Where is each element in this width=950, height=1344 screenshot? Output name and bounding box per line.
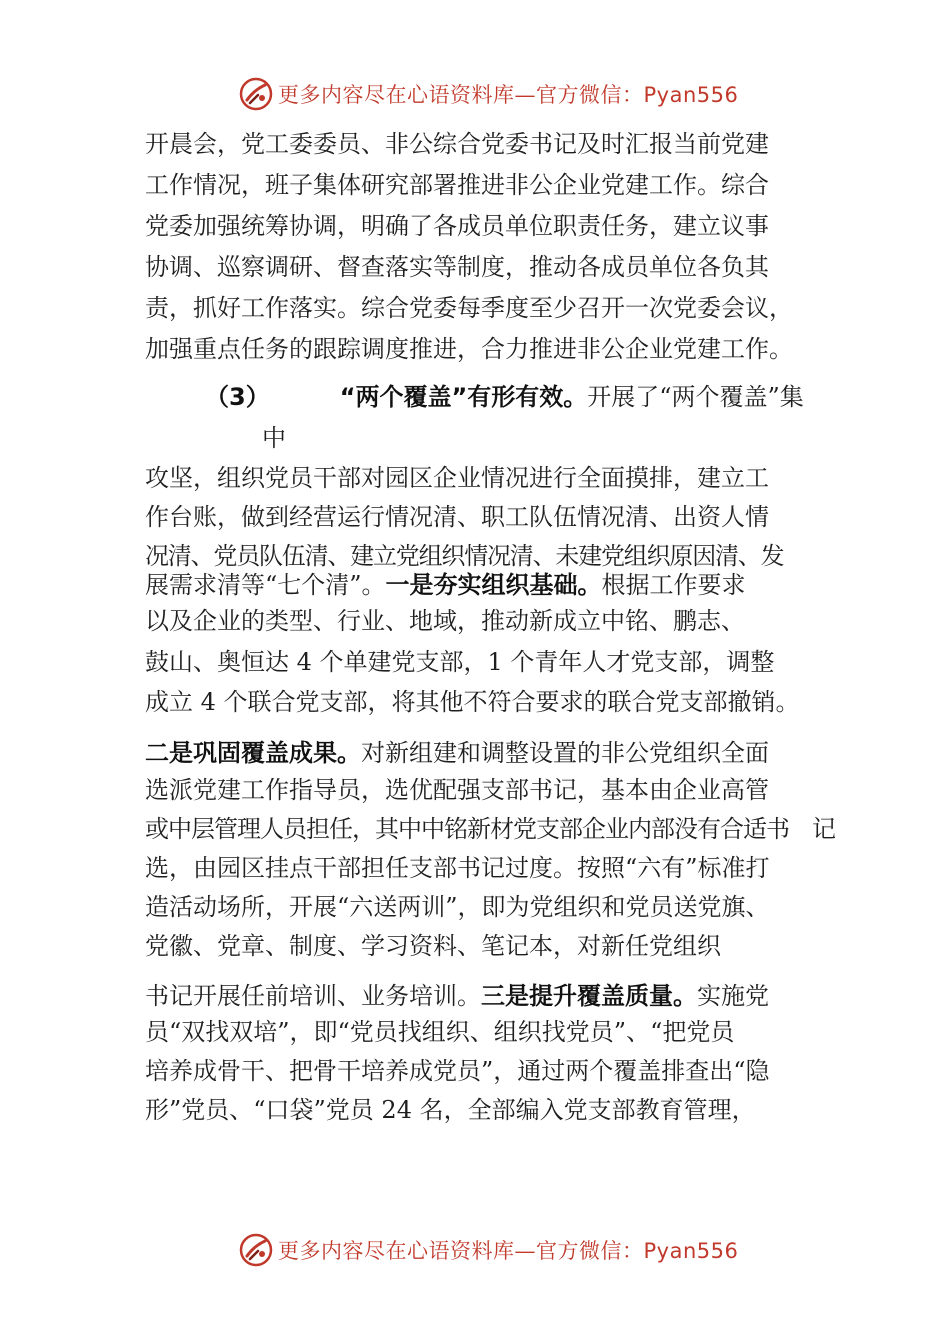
- body-line-19: 党徽、党章、制度、学习资料、笔记本，对新任党组织: [145, 932, 721, 960]
- body-line-22: 培养成骨干、把骨干培养成党员”，通过两个覆盖排查出“隐: [145, 1057, 770, 1085]
- body-line-15: 选派党建工作指导员，选优配强支部书记，基本由企业高管: [145, 776, 769, 804]
- wechat-id: Pyan556: [643, 1239, 739, 1263]
- pen-seal-logo-icon: [238, 1232, 274, 1268]
- section-title-rest: 开展了“两个覆盖”集: [587, 383, 804, 411]
- body-line-9: 况清、党员队伍清、建立党组织情况清、未建党组织原因清、发: [145, 542, 784, 570]
- body-line-16: 或中层管理人员担任，其中中铭新材党支部企业内部没有合适书 记: [145, 815, 835, 843]
- body-line-13: 成立 4 个联合党支部，将其他不符合要求的联合党支部撤销。: [145, 688, 800, 716]
- body-line-5: 责，抓好工作落实。综合党委每季度至少召开一次党委会议，: [145, 294, 793, 322]
- body-line-21: 员“双找双培”，即“党员找组织、组织找党员”、“把党员: [145, 1018, 735, 1046]
- body-line-2: 工作情况，班子集体研究部署推进非公企业党建工作。综合: [145, 171, 769, 199]
- section-heading-3: [205, 381, 804, 413]
- wechat-id: Pyan556: [643, 83, 739, 107]
- watermark-text: 更多内容尽在心语资料库—官方微信：: [278, 1239, 644, 1263]
- body-line-1: 开晨会，党工委委员、非公综合党委书记及时汇报当前党建: [145, 130, 769, 158]
- section-heading-wrap: 中: [262, 424, 286, 452]
- section-number: （3）: [205, 383, 270, 411]
- footer-watermark: [238, 1230, 758, 1270]
- watermark-text: 更多内容尽在心语资料库—官方微信：: [278, 83, 644, 107]
- point-one-heading: 一是夯实组织基础。: [385, 571, 602, 599]
- body-line-23: 形”党员、“口袋”党员 24 名，全部编入党支部教育管理，: [145, 1096, 756, 1124]
- body-line-17: 选，由园区挂点干部担任支部书记过度。按照“六有”标准打: [145, 854, 770, 882]
- body-line-4: 协调、巡察调研、督查落实等制度，推动各成员单位各负其: [145, 253, 769, 281]
- body-line-11: 以及企业的类型、行业、地域，推动新成立中铭、鹏志、: [145, 607, 745, 635]
- body-line-8: 作台账，做到经营运行情况清、职工队伍情况清、出资人情: [145, 503, 769, 531]
- header-watermark: [238, 74, 758, 114]
- body-line-12: 鼓山、奥恒达 4 个单建党支部，1 个青年人才党支部，调整: [145, 648, 775, 676]
- body-line-10: 展需求清等“七个清”。一是夯实组织基础。根据工作要求: [145, 571, 746, 599]
- point-two-heading: 二是巩固覆盖成果。: [145, 739, 361, 767]
- body-line-18: 造活动场所，开展“六送两训”，即为党组织和党员送党旗、: [145, 893, 770, 921]
- pen-seal-logo-icon: [238, 76, 274, 112]
- body-line-20: 书记开展任前培训、业务培训。三是提升覆盖质量。实施党: [145, 982, 769, 1010]
- body-line-7: 攻坚，组织党员干部对园区企业情况进行全面摸排，建立工: [145, 464, 769, 492]
- body-line-3: 党委加强统筹协调，明确了各成员单位职责任务，建立议事: [145, 212, 769, 240]
- point-three-heading: 三是提升覆盖质量。: [481, 982, 697, 1010]
- section-title: “两个覆盖”有形有效。: [339, 383, 588, 411]
- body-line-14: 二是巩固覆盖成果。对新组建和调整设置的非公党组织全面: [145, 739, 769, 767]
- body-line-6: 加强重点任务的跟踪调度推进，合力推进非公企业党建工作。: [145, 335, 793, 363]
